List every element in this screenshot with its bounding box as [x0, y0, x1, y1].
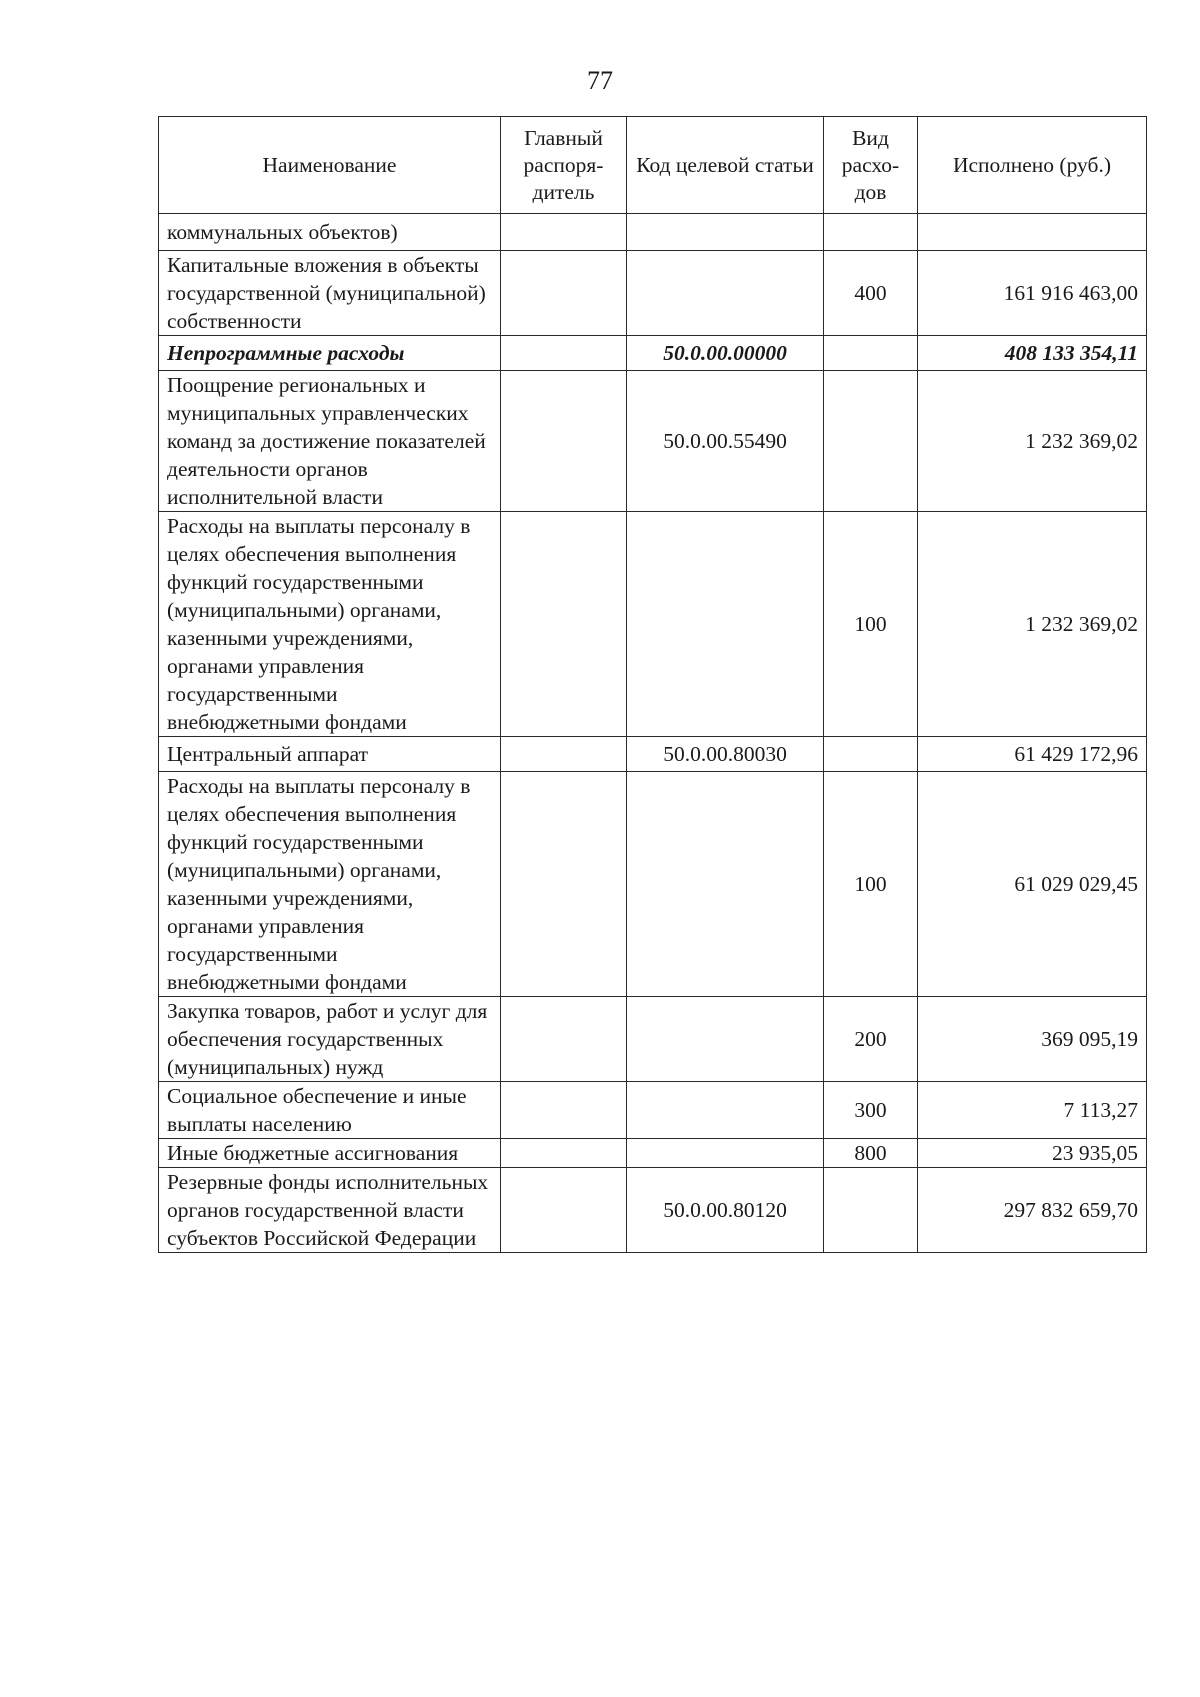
cell-name: Поощрение региональных и муниципальных управленческих команд за достижение показателей деятельности органов исполнительной власти	[159, 371, 501, 512]
cell-code	[627, 997, 824, 1082]
cell-amount: 23 935,05	[918, 1139, 1147, 1168]
cell-code	[627, 512, 824, 737]
cell-name: Расходы на выплаты персоналу в целях обеспечения выполнения функций государственными (муниципальными) органами, казенными учреждениями, органами управления государственными внебюджетными фондами	[159, 772, 501, 997]
table-row	[159, 1168, 1147, 1253]
cell-amount: 161 916 463,00	[918, 251, 1147, 336]
cell-type: 100	[824, 512, 918, 737]
cell-amount: 1 232 369,02	[918, 371, 1147, 512]
cell-admin	[501, 251, 627, 336]
table-row	[159, 1139, 1147, 1168]
header-admin: Главный распоря-дитель	[501, 117, 627, 214]
cell-name: Расходы на выплаты персоналу в целях обеспечения выполнения функций государственными (муниципальными) органами, казенными учреждениями, органами управления государственными внебюджетными фондами	[159, 512, 501, 737]
table-row	[159, 997, 1147, 1082]
cell-code	[627, 251, 824, 336]
cell-code	[627, 772, 824, 997]
table-row	[159, 251, 1147, 336]
cell-name: Социальное обеспечение и иные выплаты населению	[159, 1082, 501, 1139]
cell-amount: 297 832 659,70	[918, 1168, 1147, 1253]
cell-admin	[501, 1139, 627, 1168]
header-code: Код целевой статьи	[627, 117, 824, 214]
cell-code: 50.0.00.80120	[627, 1168, 824, 1253]
cell-type: 800	[824, 1139, 918, 1168]
table-row	[159, 737, 1147, 772]
cell-admin	[501, 997, 627, 1082]
cell-type: 200	[824, 997, 918, 1082]
table-row	[159, 772, 1147, 997]
budget-table	[158, 116, 1147, 1253]
cell-name: Центральный аппарат	[159, 737, 501, 772]
cell-type	[824, 1168, 918, 1253]
cell-name: Непрограммные расходы	[159, 336, 501, 371]
cell-amount: 61 029 029,45	[918, 772, 1147, 997]
header-name: Наименование	[159, 117, 501, 214]
header-row	[159, 117, 1147, 214]
cell-admin	[501, 737, 627, 772]
cell-name: Резервные фонды исполнительных органов государственной власти субъектов Российской Федерации	[159, 1168, 501, 1253]
page-number: 77	[587, 66, 613, 95]
table-row	[159, 214, 1147, 251]
cell-code: 50.0.00.80030	[627, 737, 824, 772]
cell-amount: 369 095,19	[918, 997, 1147, 1082]
header-type: Вид расхо-дов	[824, 117, 918, 214]
cell-type	[824, 737, 918, 772]
table-row	[159, 371, 1147, 512]
cell-code	[627, 1139, 824, 1168]
cell-type	[824, 214, 918, 251]
table-row-section-total	[159, 336, 1147, 371]
cell-admin	[501, 371, 627, 512]
cell-admin	[501, 336, 627, 371]
cell-name: Капитальные вложения в объекты государственной (муниципальной) собственности	[159, 251, 501, 336]
cell-amount: 7 113,27	[918, 1082, 1147, 1139]
header-amount: Исполнено (руб.)	[918, 117, 1147, 214]
cell-code	[627, 1082, 824, 1139]
cell-name: Иные бюджетные ассигнования	[159, 1139, 501, 1168]
cell-code: 50.0.00.55490	[627, 371, 824, 512]
cell-code: 50.0.00.00000	[627, 336, 824, 371]
cell-amount: 1 232 369,02	[918, 512, 1147, 737]
cell-amount: 61 429 172,96	[918, 737, 1147, 772]
cell-type: 400	[824, 251, 918, 336]
cell-type: 100	[824, 772, 918, 997]
cell-admin	[501, 1168, 627, 1253]
cell-type: 300	[824, 1082, 918, 1139]
cell-admin	[501, 1082, 627, 1139]
cell-name: Закупка товаров, работ и услуг для обеспечения государственных (муниципальных) нужд	[159, 997, 501, 1082]
cell-admin	[501, 772, 627, 997]
cell-code	[627, 214, 824, 251]
cell-name: коммунальных объектов)	[159, 214, 501, 251]
cell-amount: 408 133 354,11	[918, 336, 1147, 371]
cell-type	[824, 371, 918, 512]
table-row	[159, 512, 1147, 737]
cell-admin	[501, 512, 627, 737]
table-row	[159, 1082, 1147, 1139]
cell-admin	[501, 214, 627, 251]
cell-type	[824, 336, 918, 371]
cell-amount	[918, 214, 1147, 251]
